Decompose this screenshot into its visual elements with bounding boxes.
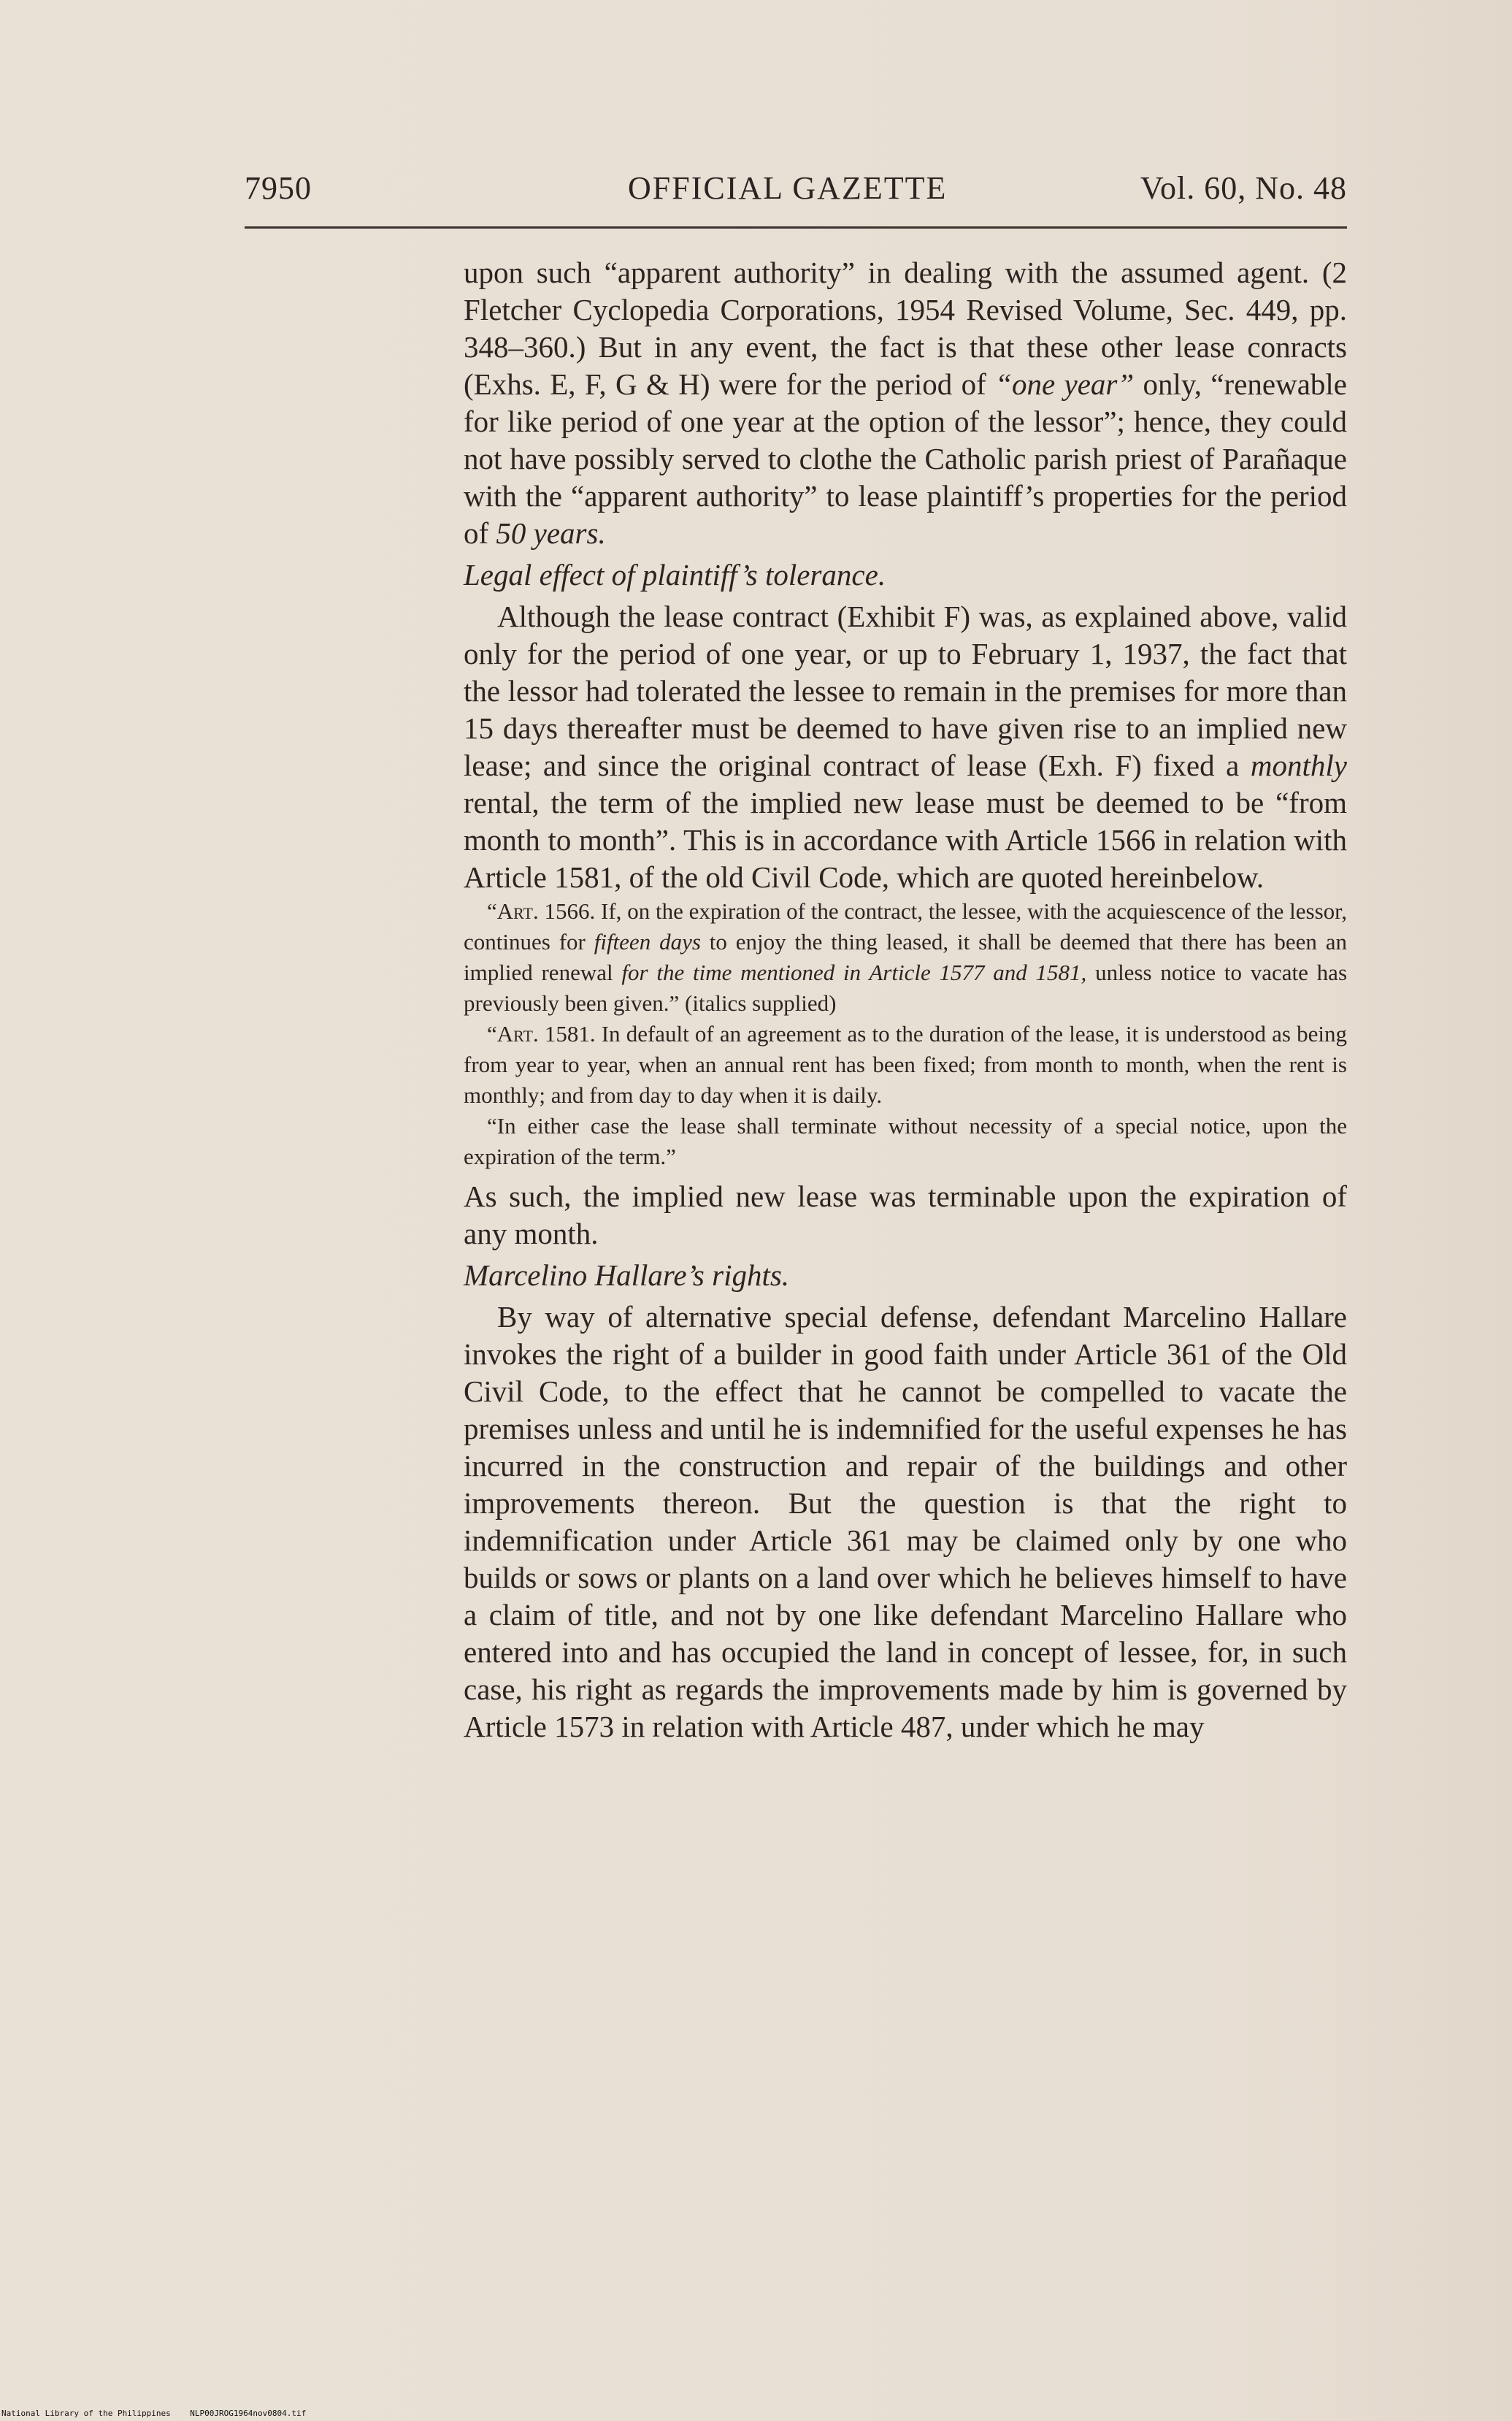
quote-either-case: “In either case the lease shall terminate without necessity of a special notice, upon the expiration of the term.”: [464, 1113, 1347, 1169]
paragraph-terminable: As such, the implied new lease was terminable upon the expiration of any month.: [464, 1179, 1347, 1250]
section-heading-hallare: Marcelino Hallare’s rights.: [464, 1258, 790, 1292]
paragraph-continuation: upon such “apparent authority” in dealing with the assumed agent. (2 Fletcher Cyclopedia Corporations, 1954 Revised Volume, Sec. 449, pp. 348–360.) But in any event, the fact is that these other lease conracts (Exhs. E, F, G & H) were for the period of “one year” only, “renewable for like period of one year at the option of the lessor”; hence, they could not have possibly served to clothe the Catholic parish priest of Parañaque with the “apparent authority” to lease plaintiff’s properties for the period of 50 years.: [464, 256, 1347, 550]
quote-article-1566: “Art. 1566. If, on the expiration of the contract, the lessee, with the acquiescence of the lessor, continues for fifteen days to enjoy the thing leased, it shall be deemed that there has been an implied renewal for the time mentioned in Article 1577 and 1581, unless notice to vacate has previously been given.” (italics supplied): [464, 898, 1348, 1016]
page-number: 7950: [245, 170, 312, 206]
paragraph-tolerance: Although the lease contract (Exhibit F) was, as explained above, valid only for the period of one year, or up to February 1, 1937, the fact that the lessor had tolerated the lessee to remain in the premises for more than 15 days thereafter must be deemed to have given rise to an implied new lease; and since the original contract of lease (Exh. F) fixed a monthly rental, the term of the implied new lease must be deemed to be “from month to month”. This is in accordance with Article 1566 in relation with Article 1581, of the old Civil Code, which are quoted hereinbelow.: [464, 600, 1347, 894]
paragraph-hallare: By way of alternative special defense, defendant Marcelino Hallare invokes the right of a builder in good faith under Article 361 of the Old Civil Code, to the effect that he cannot be compelled to vacate the premises unless and until he is indemnified for the useful expenses he has incurred in the construction and repair of the buildings and other improvements thereon. But the question is that the right to indemnification under Article 361 may be claimed only by one who builds or sows or plants on a land over which he believes himself to have a claim of title, and not by one like defendant Marcelino Hallare who entered into and has occupied the land in concept of lessee, for, in such case, his right as regards the improvements made by him is governed by Article 1573 in relation with Article 487, under which he may: [464, 1300, 1347, 1743]
page-header: [245, 169, 1347, 213]
article-body: [464, 254, 1347, 1745]
publication-title: OFFICIAL GAZETTE: [628, 170, 948, 206]
scan-footer: National Library of the Philippines NLP00JROG1964nov0804.tif: [1, 2409, 307, 2418]
header-rule: [245, 226, 1347, 229]
quote-article-1581: “Art. 1581. In default of an agreement as to the duration of the lease, it is understood as being from year to year, when an annual rent has been fixed; from month to month, when the rent is monthly; and from day to day when it is daily.: [464, 1021, 1347, 1108]
section-heading-tolerance: Legal effect of plaintiff’s tolerance.: [464, 558, 886, 592]
volume-number: Vol. 60, No. 48: [1140, 170, 1347, 206]
